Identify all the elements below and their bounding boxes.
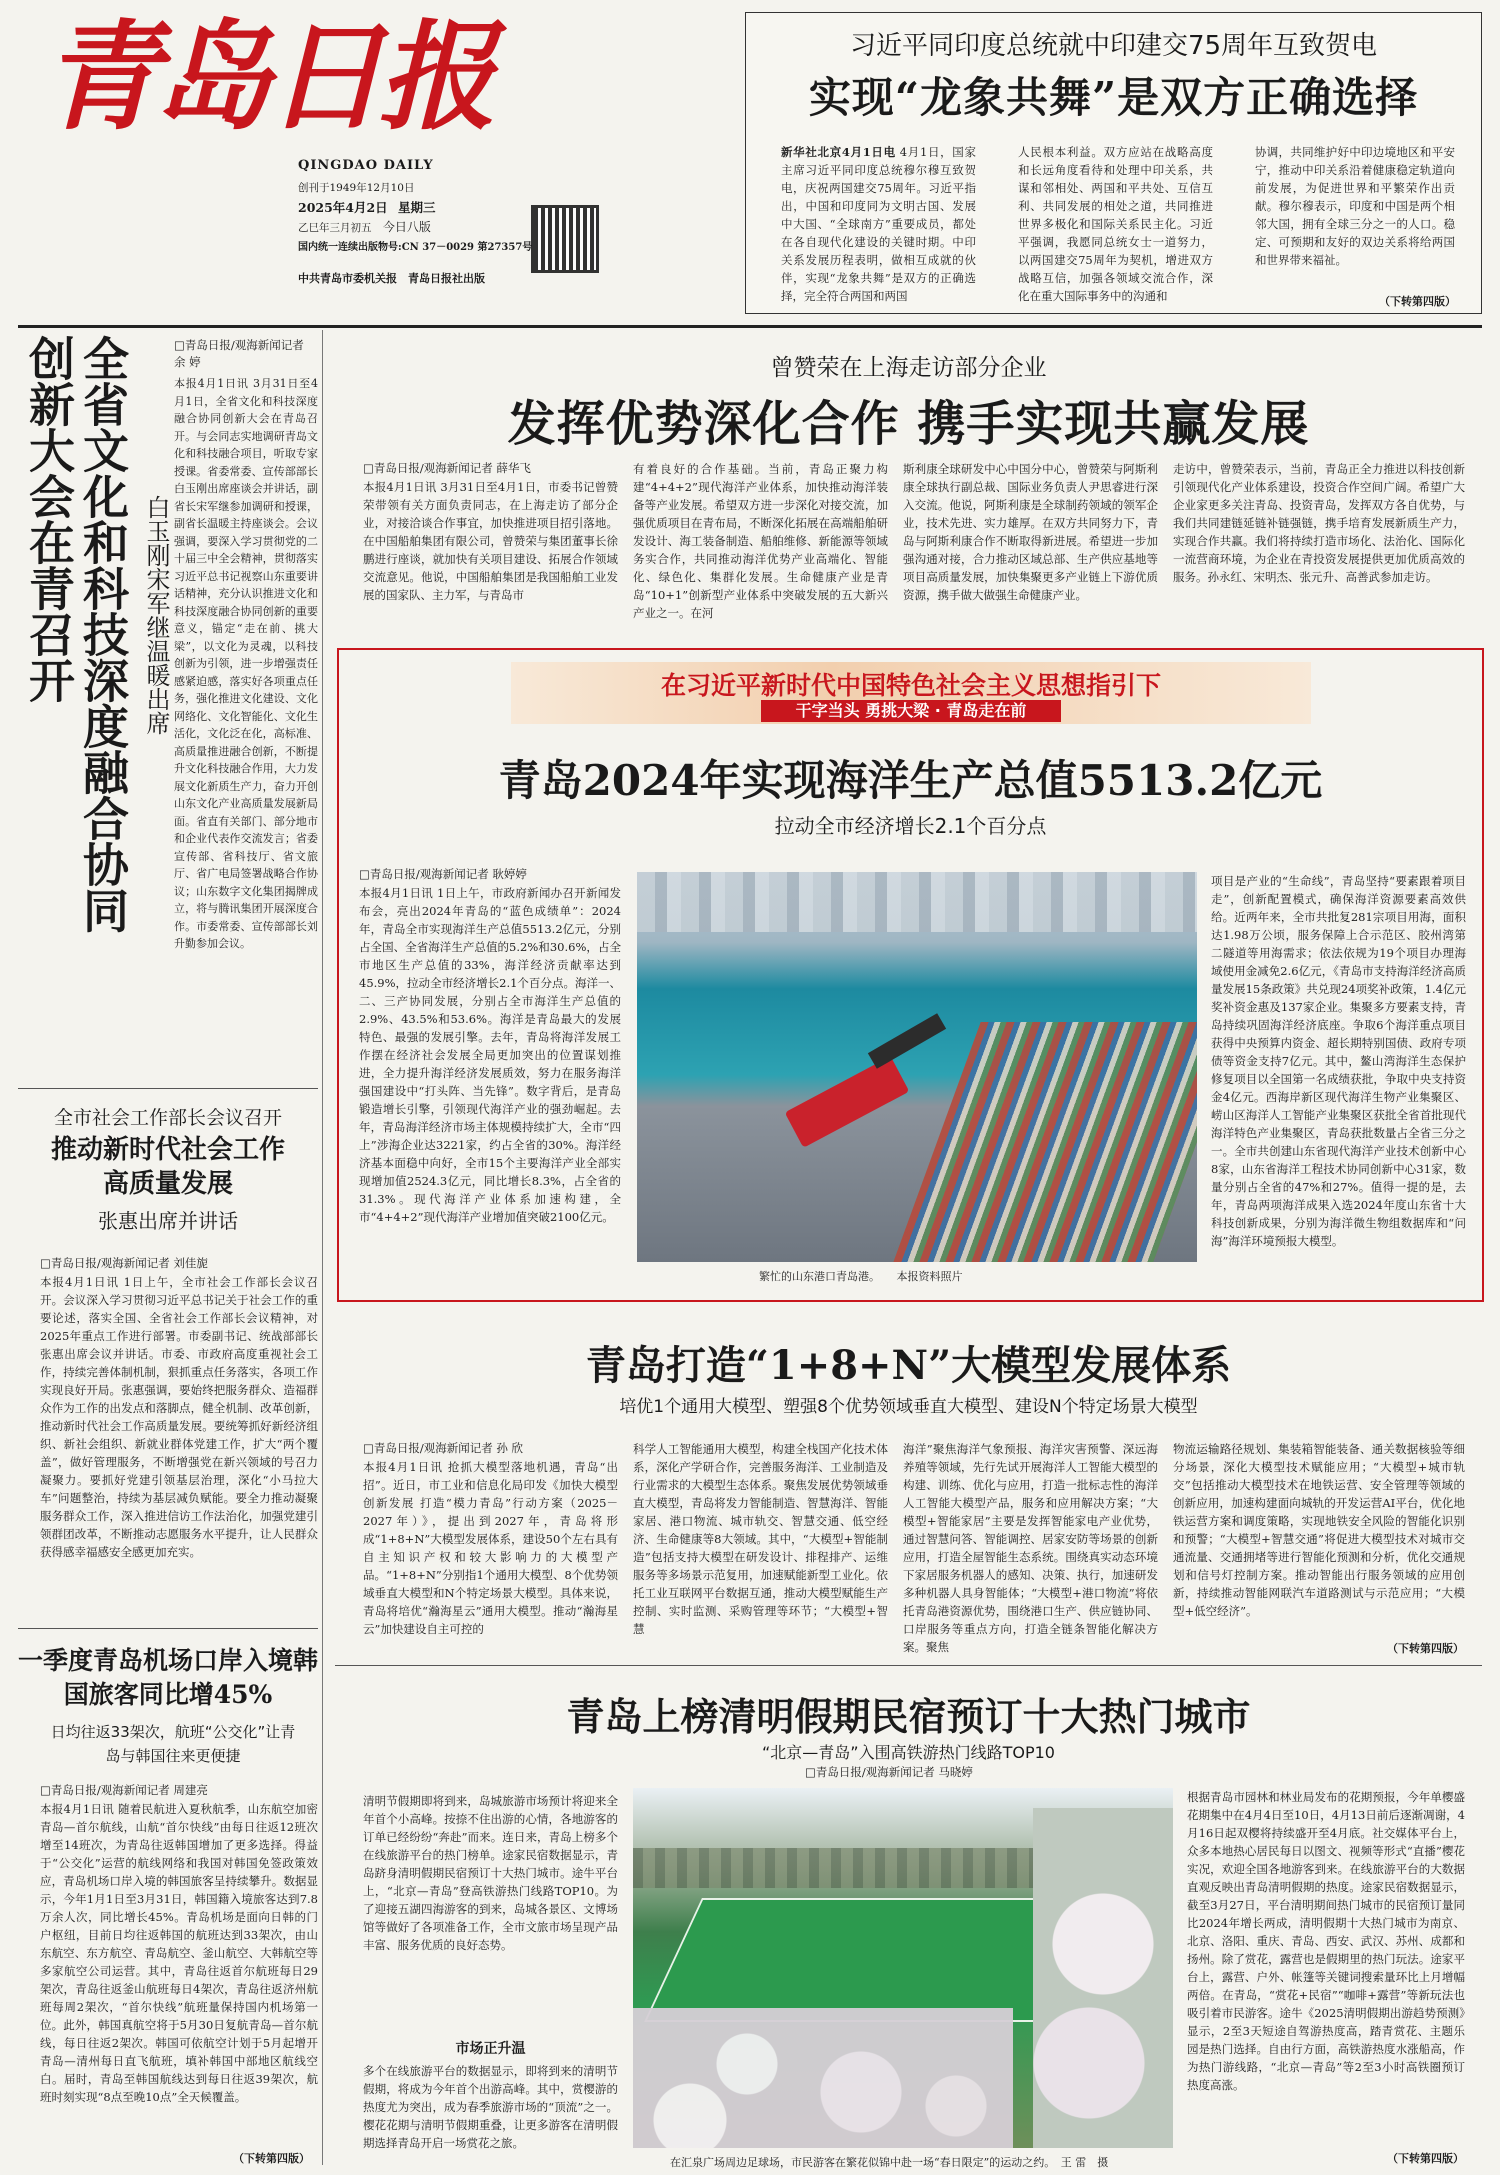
left1-subhead: 白玉刚宋军继温暖出席 [142, 495, 170, 735]
lead-kicker: 习近平同印度总统就中印建交75周年互致贺电 [849, 31, 1378, 61]
center3-headline: 青岛打造“1+8+N”大模型发展体系 [585, 1342, 1232, 1389]
banner-sub: 干字当头 勇挑大梁 · 青岛走在前 [761, 700, 1061, 722]
center4-headline: 青岛上榜清明假期民宿预订十大热门城市 [566, 1694, 1251, 1739]
founded-date: 创刊于1949年12月10日 [298, 182, 415, 194]
center4-subhead: “北京—青岛”入围高铁游热门线路TOP10 [762, 1743, 1055, 1762]
issue-weekday: 星期三 [398, 200, 436, 215]
center4-subtitle: 市场正升温 [455, 2041, 526, 2057]
qr-code-icon[interactable] [534, 208, 596, 270]
page-count: 今日八版 [382, 220, 431, 234]
center2-subhead: 拉动全市经济增长2.1个百分点 [774, 814, 1047, 838]
center2-byline: □青岛日报/观海新闻记者 耿婷婷 [359, 867, 527, 881]
lead-dateline: 新华社北京4月1日电 [781, 145, 896, 159]
story-ai-models [335, 1310, 1482, 1660]
masthead-title: 青岛日报 [42, 7, 491, 146]
masthead-pinyin: QINGDAO DAILY [298, 158, 434, 173]
lead-body-col2: 人民根本利益。双方应站在战略高度和长远角度看待和处理中印关系，共谋和邻相处、两国和平共处、互信互利、共同发展的相处之道，共同推进世界多极化和国际关系民主化。习近平强调，我愿同总统女士一道努力，以两国建交75周年为契机，增进双方战略互信，加强各领域交流合作，深化在重大国际事务中的沟通和 [1018, 145, 1213, 303]
left3-body: 本报4月1日讯 随着民航进入夏秋航季，山东航空加密青岛—首尔航线，山航“首尔快线”由每日往返12班次增至14班次，为青岛往返韩国增加了更多选择。得益于“公交化”运营的航线网络和我国对韩国免签政策效应，青岛机场口岸入境的韩国旅客呈持续攀升。数据显示，今年1月1日至3月31日，韩国籍入境旅客达到7.8万余人次，同比增长45%。青岛机场是面向日韩的门户枢纽，目前日均往返韩国的航班达到33架次，由山东航空、东方航空、青岛航空、釜山航空、大韩航空等多家航空公司运营。其中，青岛往返首尔航班每日29架次，青岛往返釜山航班每日4架次，青岛往返济州航班每周2架次，“首尔快线”航班量保持国内机场第一位。此外，韩国真航空将于5月30日复航青岛—首尔航线，每日往返2架次。韩国可依航空计划于5月起增开青岛—清州每日直飞航班，填补韩国中部地区航线空白。届时，青岛至韩国航线达到每日往返39架次，航班时刻实现“8点至晚10点”全天候覆盖。 [40, 1802, 318, 2104]
left1-byline: □青岛日报/观海新闻记者 余 婷 [174, 338, 304, 369]
center4-col1: 清明节假期即将到来，岛城旅游市场预计将迎来全年首个小高峰。按捺不住出游的心情，各地游客的订单已经纷纷“奔赴”而来。连日来，青岛上榜多个在线旅游平台的热门榜单。途家民宿数据显示，青岛跻身清明假期民宿预订十大热门城市。途牛平台上，“北京—青岛”登高铁游热门线路TOP10。为了迎接五湖四海游客的到来，岛城各景区、文博场馆等做好了各项准备工作，全市文旅市场呈现产品丰富、服务优质的良好态势。 [363, 1794, 618, 1952]
story-shanghai-visit [335, 335, 1482, 635]
center3-jump: （下转第四版） [1387, 1642, 1464, 1655]
left2-byline: □青岛日报/观海新闻记者 刘佳旎 [40, 1256, 208, 1270]
left3-headline: 一季度青岛机场口岸入境韩国旅客同比增45% [18, 1646, 319, 1709]
banner-main: 在习近平新时代中国特色社会主义思想指引下 [660, 671, 1161, 700]
masthead [30, 8, 750, 328]
left2-body: 本报4月1日讯 1日上午，全市社会工作部长会议召开。会议深入学习贯彻习近平总书记关于社会工作的重要论述，落实全国、全省社会工作部长会议精神，对2025年重点工作进行部署。市委副书记、统战部部长张惠出席会议并讲话。市委、市政府高度重视社会工作，持续完善体制机制，狠抓重点任务落实，各项工作实现良好开局。张惠强调，要始终把服务群众、造福群众作为工作的出发点和落脚点，健全机制、改革创新，推动新时代社会工作高质量发展。要统筹抓好新经济组织、新社会组织、新就业群体党建工作，扩大“两个覆盖”，做好管理服务，不断增强党在新兴领域的号召力凝聚力。要抓好党建引领基层治理，深化“小马拉大车”问题整治，持续为基层减负赋能。要全力推动凝聚服务群众工作，深入推进信访工作法治化，加强党建引领群团改革，不断推动志愿服务水平提升，让人民群众获得感幸福感安全感更加充实。 [40, 1275, 318, 1559]
center1-col3: 斯利康全球研发中心中国分中心，曾赞荣与阿斯利康全球执行副总裁、国际业务负责人尹思睿进行深入交流。他说，阿斯利康是全球制药领域的领军企业，技术先进、实力雄厚。在双方共同努力下，青岛与阿斯利康合作不断取得新进展。希望进一步加强沟通对接，合力推动区域总部、生产供应基地等项目高质量发展，加快集聚更多产业链上下游优质资源，携手做大做强生命健康产业。 [903, 462, 1158, 602]
center4-col1b: 多个在线旅游平台的数据显示，即将到来的清明节假期，将成为今年首个出游高峰。其中，赏樱游的热度尤为突出，成为春季旅游市场的“顶流”之一。樱花花期与清明节假期重叠，让更多游客在清明假期选择青岛开启一场赏花之旅。 [363, 2064, 618, 2150]
lead-jump: （下转第四版） [1379, 295, 1456, 308]
lead-body-col1: 4月1日，国家主席习近平同印度总统穆尔穆互致贺电，庆祝两国建交75周年。习近平指出，中国和印度同为文明古国、发展中大国、“全球南方”重要成员，都处在各自现代化建设的关键时期。中印关系发展历程表明，做相互成就的伙伴，实现“龙象共舞”是双方的正确选择，完全符合两国和两国 [781, 145, 976, 303]
center2-headline: 青岛2024年实现海洋生产总值5513.2亿元 [498, 756, 1323, 805]
lunar-date: 乙巳年三月初五 [298, 222, 372, 234]
center1-headline: 发挥优势深化合作 携手实现共赢发展 [507, 396, 1310, 452]
center3-col3: 海洋”聚焦海洋气象预报、海洋灾害预警、深远海养殖等领域，先行先试开展海洋人工智能大模型的构建、训练、优化与应用，打造一批标志性的海洋人工智能大模型产品，服务和应用解决方案；“大模型+智能家居”主要是发挥智能家电产业优势，通过智慧问答、智能调控、居家安防等场景的创新应用，打造全屋智能生态系统。围绕真实动态环境下家居服务机器人的感知、决策、执行，加速研发多种机器人具身智能体；“大模型+港口物流”将依托青岛港资源优势，围绕港口生产、供应链协同、口岸服务等重点方向，打造全链条智能化解决方案。聚焦 [903, 1442, 1158, 1654]
story-qingming-travel [335, 1670, 1482, 2170]
center4-col2: 根据青岛市园林和林业局发布的花期预报，今年单樱盛花期集中在4月4日至10日，4月13日前后逐渐凋谢，4月16日起双樱将持续盛开至4月底。社交媒体平台上，众多本地热心居民每日以图文、视频等形式“直播”樱花实况，欢迎全国各地游客到来。在线旅游平台的大数据直观反映出青岛清明假期的热度。途家民宿数据显示，截至3月27日，平台清明期间热门城市的民宿预订量同比2024年增长两成，清明假期十大热门城市为南京、北京、洛阳、重庆、青岛、西安、武汉、苏州、成都和扬州。除了赏花，露营也是假期里的热门玩法。途家平台上，露营、户外、帐篷等关键词搜索量环比上月增幅两倍。在青岛，“赏花+民宿”“咖啡+露营”等新玩法也吸引着市民游客。途牛《2025清明假期出游趋势预测》显示，2至3天短途自驾游热度高，踏青赏花、主题乐园是热门选择。自由行方面，高铁游热度水涨船高，作为热门游线路，“北京—青岛”等2至3小时高铁圈预订热度高涨。 [1187, 1790, 1465, 2092]
ocean-economy-box [337, 648, 1484, 1302]
left-story-culture-tech [18, 335, 318, 1075]
masthead-rule [18, 325, 1482, 328]
center2-col1: 本报4月1日讯 1日上午，市政府新闻办召开新闻发布会，亮出2024年青岛的“蓝色成绩单”：2024年，青岛全市实现海洋生产总值5513.2亿元，分别占全国、全省海洋生产总值的5.2%和30.6%，占全市地区生产总值的33%，海洋经济贡献率达到45.9%，拉动全市经济增长2.1个百分点。海洋一、二、三产协同发展，分别占全市海洋生产总值的2.9%、43.5%和53.6%。海洋是青岛最大的发展特色、最强的发展引擎。去年，青岛将海洋发展工作摆在经济社会发展全局更加突出的位置谋划推进，全力提升海洋经济发展质效，努力在服务海洋强国建设中“打头阵、当先锋”。数字背后，是青岛锻造增长引擎，引领现代海洋产业的强劲崛起。去年，青岛海洋经济市场主体规模持续扩大，全市“四上”涉海企业达3221家，约占全省的30%。海洋经济基本面稳中向好，全市15个主要海洋产业全部实现增加值2524.3亿元，同比增长8.3%，占全省的31.3%。现代海洋产业体系加速构建，全市“4+4+2”现代海洋产业增加值突破2100亿元。 [359, 886, 621, 1224]
left1-body: 本报4月1日讯 3月31日至4月1日，全省文化和科技深度融合协同创新大会在青岛召开。与会同志实地调研青岛文化和科技融合项目，听取专家授课。省委常委、宣传部部长白玉刚出席座谈会并讲话，副省长宋军继参加调研和授课，副省长温暖主持座谈会。会议强调，要深入学习贯彻党的二十届三中全会精神，贯彻落实习近平总书记视察山东重要讲话精神，充分认识推进文化和科技深度融合协同创新的重要意义，锚定“走在前、挑大梁”，以文化为灵魂，以科技创新为引领，进一步增强责任感紧迫感，落实好各项重点任务，强化推进文化建设、文化网络化、文化智能化、文化生活化，文化泛在化，高标准、高质量推进融合创新，不断提升文化科技融合作用，大力发展文化新质生产力，奋力开创山东文化产业高质量发展新局面。省直有关部门、部分地市和企业代表作交流发言；省委宣传部、省科技厅、省文旅厅、省广电局签署战略合作协议；山东数字文化集团揭牌成立，将与腾讯集团开展深度合作。市委常委、宣传部部长刘升勤参加会议。 [174, 377, 318, 950]
left3-jump: （下转第四版） [233, 2152, 310, 2165]
center1-col2: 有着良好的合作基础。当前，青岛正聚力构建“4+4+2”现代海洋产业体系，加快推动海洋装备等产业发展。希望双方进一步深化对接交流，加强优质项目在青布局，不断深化拓展在高端船舶研发设计、海工装备制造、船舶维修、新能源等领域务实合作，共同推动海洋优势产业高端化、智能化、绿色化、集群化发展。生命健康产业是青岛“10+1”创新型产业体系中突破发展的五大新兴产业之一。在河 [633, 462, 888, 620]
left2-headline: 推动新时代社会工作高质量发展 [50, 1135, 285, 1199]
park-photo [633, 1788, 1173, 2148]
lead-headline: 实现“龙象共舞”是双方正确选择 [808, 73, 1419, 122]
issue-date: 2025年4月2日 [298, 200, 388, 215]
harbor-photo-caption: 繁忙的山东港口青岛港。 本报资料照片 [759, 1270, 963, 1283]
serial-number: 国内统一连续出版物号:CN 37－0029 第27357号 [298, 242, 533, 253]
center4-jump: （下转第四版） [1387, 2152, 1464, 2165]
center1-col1: 本报4月1日讯 3月31日至4月1日，市委书记曾赞荣带领有关方面负责同志，在上海走访了部分企业，对接洽谈合作事宜，加快推进项目招引落地。在中国船舶集团有限公司，曾赞荣与集团董事长徐鹏进行座谈，就加快有关项目建设、拓展合作领域交流意见。他说，中国船舶集团是我国船舶工业发展的国家队、主力军，与青岛市 [363, 480, 618, 602]
left3-byline: □青岛日报/观海新闻记者 周建亮 [40, 1783, 208, 1797]
center2-col2: 项目是产业的“生命线”，青岛坚持“要素跟着项目走”，创新配置模式，确保海洋资源要素高效供给。近两年来，全市共批复281宗项目用海，面积达1.98万公顷，服务保障上合示范区、胶州湾第二隧道等用海需求；依法依规为19个项目办理海域使用金减免2.6亿元，《青岛市支持海洋经济高质量发展15条政策》共兑现24项奖补政策，1.4亿元奖补资金惠及137家企业。集聚多方要素支持，青岛持续巩固海洋经济底座。争取6个海洋重点项目获得中央预算内资金、超长期特别国债、政府专项债等资金支持7亿元。其中，鳌山湾海洋生态保护修复项目以全国第一名成绩获批，争取中央支持资金4亿元。西海岸新区现代海洋生物产业集聚区、崂山区海洋人工智能产业集聚区获批全省首批现代海洋特色产业集聚区，青岛获批数量占全省三分之一。全市共创建山东省现代海洋产业技术创新中心8家，山东省海洋工程技术协同创新中心31家，数量分别占全省的47%和27%。值得一提的是，去年，青岛两项海洋成果入选2024年度山东省十大科技创新成果，分别为海洋微生物组数据库和“问海”海洋环境预报大模型。 [1211, 874, 1466, 1248]
lead-story [745, 12, 1482, 314]
left2-kicker: 全市社会工作部长会议召开 [53, 1107, 282, 1129]
center1-col4: 走访中，曾赞荣表示，当前，青岛正全力推进以科技创新引领现代化产业体系建设，投资合作空间广阔。希望广大企业家更多关注青岛、投资青岛，发挥双方各自优势，与我们共同建链延链补链强链，携手培育发展新质生产力，实现合作共赢。我们将持续打造市场化、法治化、国际化一流营商环境，为企业在青投资发展提供更加优质高效的服务。孙永红、宋明杰、张元升、高善武参加走访。 [1173, 462, 1465, 584]
theme-banner [511, 662, 1311, 724]
left3-subhead: 日均往返33架次，航班“公交化”让青岛与韩国往来更便捷 [50, 1723, 296, 1765]
publisher-line: 中共青岛市委机关报 青岛日报社出版 [298, 272, 485, 285]
left2-subhead: 张惠出席并讲话 [98, 1209, 238, 1233]
center3-col4: 物流运输路径规划、集装箱智能装备、通关数据核验等细分场景，深化大模型技术赋能应用；“大模型+城市轨交”包括推动大模型技术在地铁运营、安全管理等领域的创新应用，加速构建面向城轨的开发运营AI平台，优化地铁运营方案和调度策略，实现地铁安全风险的智能化识别和预警；“大模型+智慧交通”将促进大模型技术对城市交通流量、交通拥堵等进行智能化预测和分析，优化交通规划和信号灯控制方案。推动智能出行服务领域的应用创新，持续推动智能网联汽车道路测试与示范应用；“大模型+低空经济”。 [1173, 1442, 1465, 1618]
center3-col2: 科学人工智能通用大模型，构建全栈国产化技术体系，深化产学研合作，完善服务海洋、工业制造及行业需求的大模型生态体系。聚焦发展优势领域垂直大模型，青岛将发力智能制造、智慧海洋、智能家居、港口物流、城市轨交、智慧交通、低空经济、生命健康等8大领域。其中，“大模型+智能制造”包括支持大模型在研发设计、排程排产、运维服务等多场景示范复用，加速赋能新型工业化。依托工业互联网平台数据互通，推动大模型赋能生产控制、实时监测、采购管理等环节；“大模型+智慧 [633, 1442, 888, 1636]
center3-col1: 本报4月1日讯 抢抓大模型落地机遇，青岛“出招”。近日，市工业和信息化局印发《加快大模型创新发展 打造“模力青岛”行动方案（2025－2027年）》，提出到2027年，青岛将形成“1+8+N”大模型发展体系，建设50个左右具有自主知识产权和较大影响力的大模型产品。“1+8+N”分别指1个通用大模型、8个优势领域垂直大模型和N个特定场景大模型。具体来说，青岛将培优“瀚海星云”通用大模型。推动“瀚海星云”加快建设自主可控的 [363, 1460, 618, 1636]
center1-kicker: 曾赞荣在上海走访部分企业 [770, 355, 1047, 381]
center3-subhead: 培优1个通用大模型、塑强8个优势领域垂直大模型、建设N个特定场景大模型 [619, 1397, 1198, 1417]
park-photo-caption: 在汇泉广场周边足球场，市民游客在繁花似锦中赴一场“春日限定”的运动之约。 王 雷 摄 [670, 2156, 1109, 2169]
center3-byline: □青岛日报/观海新闻记者 孙 欣 [363, 1441, 524, 1455]
left-story-airport [18, 1640, 318, 2170]
left-story-social-work [18, 1095, 318, 1605]
lead-body-col3: 协调，共同维护好中印边境地区和平安宁，推动中印关系沿着健康稳定轨道向前发展，为促进世界和平繁荣作出贡献。穆尔穆表示，印度和中国是两个相邻大国，拥有全球三分之一的人口。稳定、可预期和友好的双边关系将给两国和世界带来福祉。 [1255, 145, 1455, 267]
harbor-photo [637, 872, 1197, 1262]
center4-byline: □青岛日报/观海新闻记者 马晓婷 [805, 1765, 973, 1779]
center1-byline: □青岛日报/观海新闻记者 薛华飞 [363, 461, 531, 475]
left1-headline: 全省文化和科技深度融合协同创新大会在青召开 [22, 335, 130, 933]
